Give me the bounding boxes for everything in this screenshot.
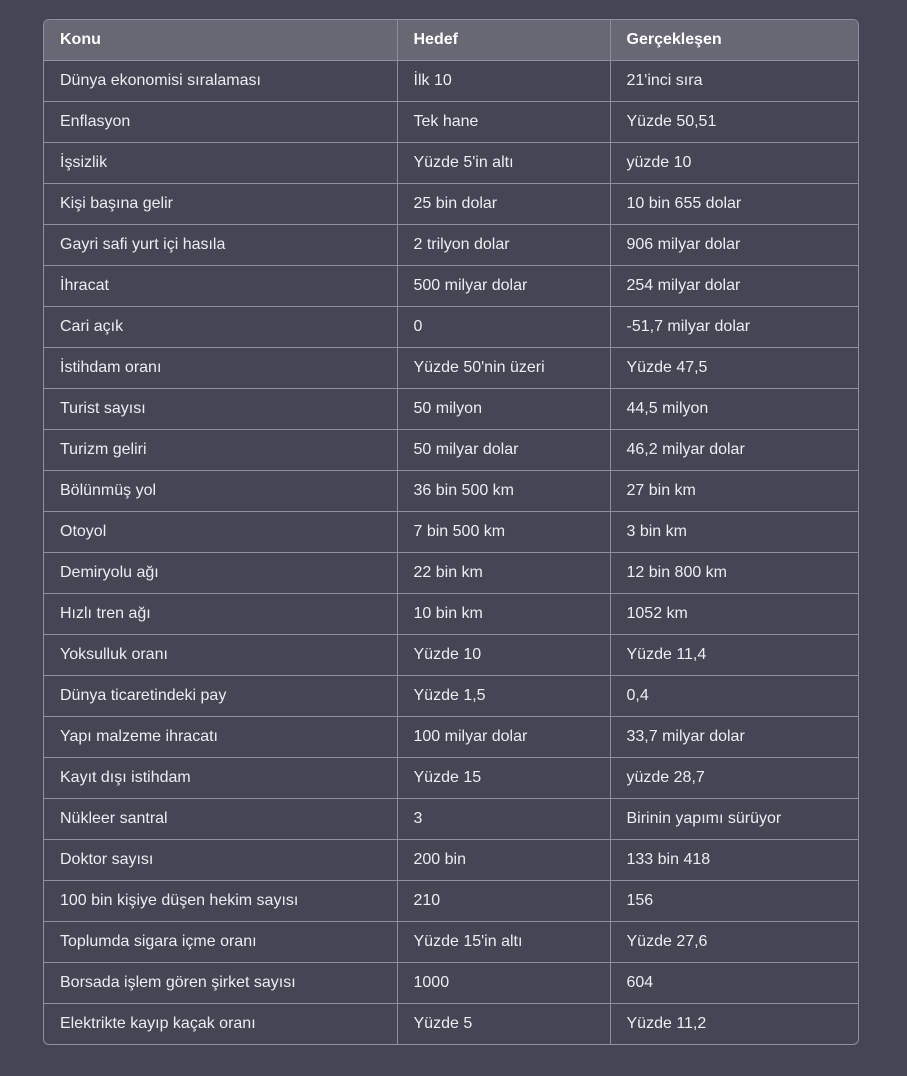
cell-konu: 100 bin kişiye düşen hekim sayısı xyxy=(44,880,397,921)
cell-hedef: 0 xyxy=(397,306,610,347)
cell-hedef: Yüzde 10 xyxy=(397,634,610,675)
cell-hedef: 7 bin 500 km xyxy=(397,511,610,552)
table-row xyxy=(44,962,858,1003)
cell-konu: Elektrikte kayıp kaçak oranı xyxy=(44,1003,397,1044)
cell-konu: Turizm geliri xyxy=(44,429,397,470)
table-row xyxy=(44,675,858,716)
table-row xyxy=(44,634,858,675)
cell-hedef: Tek hane xyxy=(397,101,610,142)
cell-hedef: 210 xyxy=(397,880,610,921)
cell-konu: Dünya ekonomisi sıralaması xyxy=(44,60,397,101)
cell-konu: Gayri safi yurt içi hasıla xyxy=(44,224,397,265)
table-row xyxy=(44,388,858,429)
cell-hedef: 500 milyar dolar xyxy=(397,265,610,306)
cell-gerceklesen: yüzde 28,7 xyxy=(610,757,858,798)
cell-gerceklesen: 133 bin 418 xyxy=(610,839,858,880)
cell-hedef: Yüzde 50'nin üzeri xyxy=(397,347,610,388)
cell-gerceklesen: 0,4 xyxy=(610,675,858,716)
cell-gerceklesen: 156 xyxy=(610,880,858,921)
table-row xyxy=(44,347,858,388)
cell-konu: Yapı malzeme ihracatı xyxy=(44,716,397,757)
cell-gerceklesen: -51,7 milyar dolar xyxy=(610,306,858,347)
cell-konu: İşsizlik xyxy=(44,142,397,183)
cell-hedef: 2 trilyon dolar xyxy=(397,224,610,265)
cell-gerceklesen: 12 bin 800 km xyxy=(610,552,858,593)
cell-gerceklesen: 46,2 milyar dolar xyxy=(610,429,858,470)
cell-konu: Turist sayısı xyxy=(44,388,397,429)
cell-gerceklesen: 21'inci sıra xyxy=(610,60,858,101)
table-row xyxy=(44,142,858,183)
table-row xyxy=(44,429,858,470)
cell-konu: Kişi başına gelir xyxy=(44,183,397,224)
cell-gerceklesen: 27 bin km xyxy=(610,470,858,511)
table-row xyxy=(44,1003,858,1044)
cell-gerceklesen: 254 milyar dolar xyxy=(610,265,858,306)
cell-gerceklesen: 604 xyxy=(610,962,858,1003)
cell-hedef: 22 bin km xyxy=(397,552,610,593)
cell-konu: Nükleer santral xyxy=(44,798,397,839)
cell-konu: Dünya ticaretindeki pay xyxy=(44,675,397,716)
cell-hedef: 200 bin xyxy=(397,839,610,880)
cell-konu: Bölünmüş yol xyxy=(44,470,397,511)
column-header-hedef: Hedef xyxy=(397,20,610,60)
data-table-container xyxy=(43,19,859,1045)
cell-hedef: 1000 xyxy=(397,962,610,1003)
cell-hedef: Yüzde 15'in altı xyxy=(397,921,610,962)
cell-konu: İhracat xyxy=(44,265,397,306)
cell-hedef: İlk 10 xyxy=(397,60,610,101)
table-row xyxy=(44,880,858,921)
cell-konu: Hızlı tren ağı xyxy=(44,593,397,634)
cell-gerceklesen: 44,5 milyon xyxy=(610,388,858,429)
cell-hedef: 3 xyxy=(397,798,610,839)
cell-hedef: 100 milyar dolar xyxy=(397,716,610,757)
cell-konu: İstihdam oranı xyxy=(44,347,397,388)
cell-gerceklesen: Birinin yapımı sürüyor xyxy=(610,798,858,839)
table-row xyxy=(44,101,858,142)
cell-hedef: 50 milyon xyxy=(397,388,610,429)
cell-hedef: Yüzde 5'in altı xyxy=(397,142,610,183)
cell-gerceklesen: 3 bin km xyxy=(610,511,858,552)
cell-konu: Otoyol xyxy=(44,511,397,552)
cell-gerceklesen: 906 milyar dolar xyxy=(610,224,858,265)
cell-gerceklesen: 33,7 milyar dolar xyxy=(610,716,858,757)
table-row xyxy=(44,60,858,101)
cell-gerceklesen: Yüzde 47,5 xyxy=(610,347,858,388)
cell-konu: Toplumda sigara içme oranı xyxy=(44,921,397,962)
cell-gerceklesen: Yüzde 11,2 xyxy=(610,1003,858,1044)
cell-hedef: Yüzde 5 xyxy=(397,1003,610,1044)
table-header xyxy=(44,20,858,60)
column-header-gerceklesen: Gerçekleşen xyxy=(626,30,722,48)
cell-konu: Kayıt dışı istihdam xyxy=(44,757,397,798)
table-row xyxy=(44,470,858,511)
cell-gerceklesen: 10 bin 655 dolar xyxy=(610,183,858,224)
cell-hedef: 36 bin 500 km xyxy=(397,470,610,511)
cell-gerceklesen: yüzde 10 xyxy=(610,142,858,183)
table-header-row xyxy=(44,20,858,60)
table-row xyxy=(44,593,858,634)
table-row xyxy=(44,716,858,757)
cell-konu: Demiryolu ağı xyxy=(44,552,397,593)
cell-gerceklesen: Yüzde 27,6 xyxy=(610,921,858,962)
table-row xyxy=(44,757,858,798)
cell-gerceklesen: 1052 km xyxy=(610,593,858,634)
cell-hedef: Yüzde 1,5 xyxy=(397,675,610,716)
cell-konu: Enflasyon xyxy=(44,101,397,142)
cell-gerceklesen: Yüzde 50,51 xyxy=(610,101,858,142)
table-row xyxy=(44,265,858,306)
cell-hedef: 50 milyar dolar xyxy=(397,429,610,470)
table-row xyxy=(44,511,858,552)
cell-konu: Doktor sayısı xyxy=(44,839,397,880)
data-table xyxy=(44,20,858,1044)
cell-hedef: Yüzde 15 xyxy=(397,757,610,798)
column-header-konu: Konu xyxy=(44,20,397,60)
table-row xyxy=(44,552,858,593)
table-row xyxy=(44,839,858,880)
table-row xyxy=(44,921,858,962)
table-row xyxy=(44,798,858,839)
cell-konu: Yoksulluk oranı xyxy=(44,634,397,675)
table-row xyxy=(44,306,858,347)
cell-konu: Cari açık xyxy=(44,306,397,347)
table-body xyxy=(44,60,858,1044)
cell-hedef: 25 bin dolar xyxy=(397,183,610,224)
table-row xyxy=(44,183,858,224)
table-row xyxy=(44,224,858,265)
cell-hedef: 10 bin km xyxy=(397,593,610,634)
cell-gerceklesen: Yüzde 11,4 xyxy=(610,634,858,675)
cell-konu: Borsada işlem gören şirket sayısı xyxy=(44,962,397,1003)
